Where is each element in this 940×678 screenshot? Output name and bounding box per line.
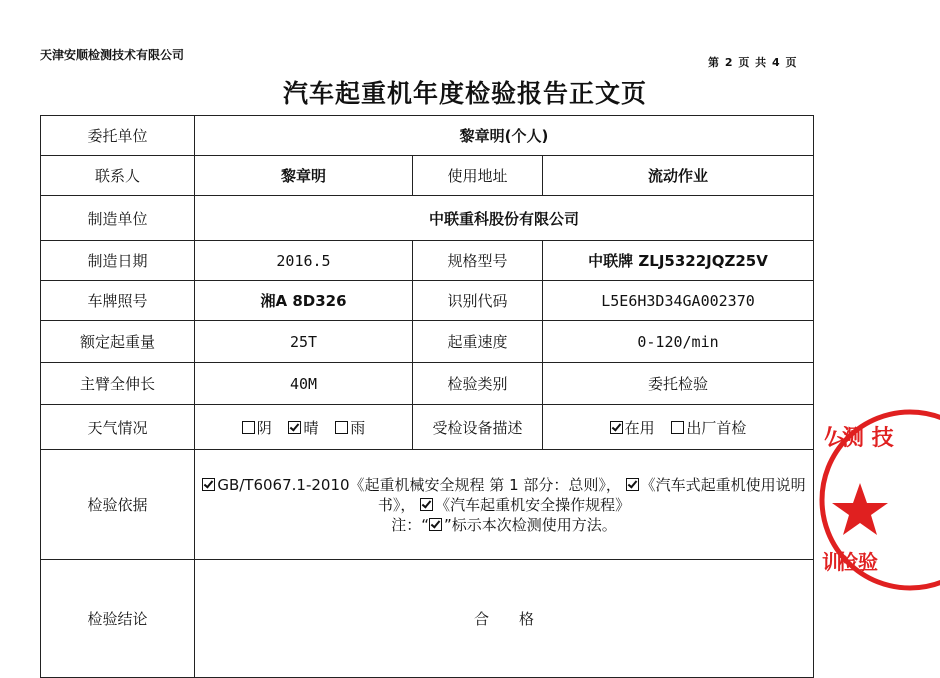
row-weather <box>41 405 814 450</box>
boom-label: 主臂全伸长 <box>41 363 195 405</box>
inspection-type-value: 委托检验 <box>543 363 814 405</box>
seal-text-top: 测 技 <box>842 426 894 451</box>
checkbox-icon[interactable] <box>335 421 348 434</box>
vin-label: 识别代码 <box>413 281 543 321</box>
device-option-label: 在用 <box>624 418 655 437</box>
date-label: 制造日期 <box>41 241 195 281</box>
contact-value: 黎章明 <box>195 156 413 196</box>
date-value: 2016.5 <box>195 241 413 281</box>
weather-option-label: 晴 <box>303 418 319 437</box>
weather-option-label: 阴 <box>256 418 272 437</box>
row-date <box>41 241 814 281</box>
capacity-label: 额定起重量 <box>41 321 195 363</box>
page-title: 汽车起重机年度检验报告正文页 <box>282 79 647 108</box>
row-plate <box>41 281 814 321</box>
seal-text-bottom: 检验 <box>838 550 878 574</box>
vin-value: L5E6H3D34GA002370 <box>543 281 814 321</box>
model-label: 规格型号 <box>413 241 543 281</box>
checkbox-checked-icon <box>420 498 433 511</box>
page-number: 第 2 页 共 4 页 <box>708 56 798 69</box>
seal-star <box>832 483 888 535</box>
client-label: 委托单位 <box>41 116 195 156</box>
seal-text-top-prefix: 么 <box>820 422 849 453</box>
client-value: 黎章明(个人) <box>195 116 814 156</box>
manufacturer-label: 制造单位 <box>41 196 195 241</box>
checkbox-icon[interactable] <box>671 421 684 434</box>
row-boom <box>41 363 814 405</box>
device-option-first-inspection[interactable] <box>671 419 746 437</box>
row-client <box>41 116 814 156</box>
checkbox-icon[interactable] <box>242 421 255 434</box>
model-value: 中联牌 ZLJ5322JQZ25V <box>543 241 814 281</box>
device-options <box>543 405 814 450</box>
row-manufacturer <box>41 196 814 241</box>
conclusion-label: 检验结论 <box>41 560 195 678</box>
weather-option-sunny[interactable] <box>288 419 318 437</box>
conclusion-value: 合 格 <box>195 560 814 678</box>
device-description-label: 受检设备描述 <box>413 405 543 450</box>
basis-label: 检验依据 <box>41 450 195 560</box>
basis-manual: 《汽车式起重机使用说明书》， <box>377 475 806 514</box>
device-option-in-use[interactable] <box>610 419 655 437</box>
company-name: 天津安顺检测技术有限公司 <box>40 48 185 62</box>
basis-note-suffix: ”标示本次检测使用方法。 <box>444 515 617 534</box>
row-contact <box>41 156 814 196</box>
weather-option-rain[interactable] <box>335 419 365 437</box>
weather-options <box>195 405 413 450</box>
device-option-label: 出厂首检 <box>686 418 747 437</box>
report-table <box>40 115 814 678</box>
official-seal <box>820 405 940 605</box>
basis-procedure: 《汽车起重机安全操作规程》 <box>435 495 631 514</box>
plate-label: 车牌照号 <box>41 281 195 321</box>
row-conclusion <box>41 560 814 678</box>
inspection-type-label: 检验类别 <box>413 363 543 405</box>
checkbox-checked-icon <box>626 478 639 491</box>
checkbox-checked-icon <box>202 478 215 491</box>
basis-standard: GB/T6067.1-2010《起重机械安全规程 第 1 部分：总则》， <box>217 475 621 494</box>
seal-text-bottom-prefix: 训 <box>822 550 842 574</box>
speed-value: 0-120/min <box>543 321 814 363</box>
row-capacity <box>41 321 814 363</box>
checkbox-checked-icon <box>429 518 442 531</box>
weather-option-label: 雨 <box>350 418 366 437</box>
plate-value: 湘A 8D326 <box>195 281 413 321</box>
weather-label: 天气情况 <box>41 405 195 450</box>
checkbox-checked-icon[interactable] <box>288 421 301 434</box>
manufacturer-value: 中联重科股份有限公司 <box>195 196 814 241</box>
contact-label: 联系人 <box>41 156 195 196</box>
boom-value: 40M <box>195 363 413 405</box>
speed-label: 起重速度 <box>413 321 543 363</box>
weather-option-cloudy[interactable] <box>242 419 272 437</box>
checkbox-checked-icon[interactable] <box>610 421 623 434</box>
basis-content <box>195 450 814 560</box>
capacity-value: 25T <box>195 321 413 363</box>
address-label: 使用地址 <box>413 156 543 196</box>
row-basis <box>41 450 814 560</box>
address-value: 流动作业 <box>543 156 814 196</box>
basis-note-prefix: 注：“ <box>391 515 430 534</box>
